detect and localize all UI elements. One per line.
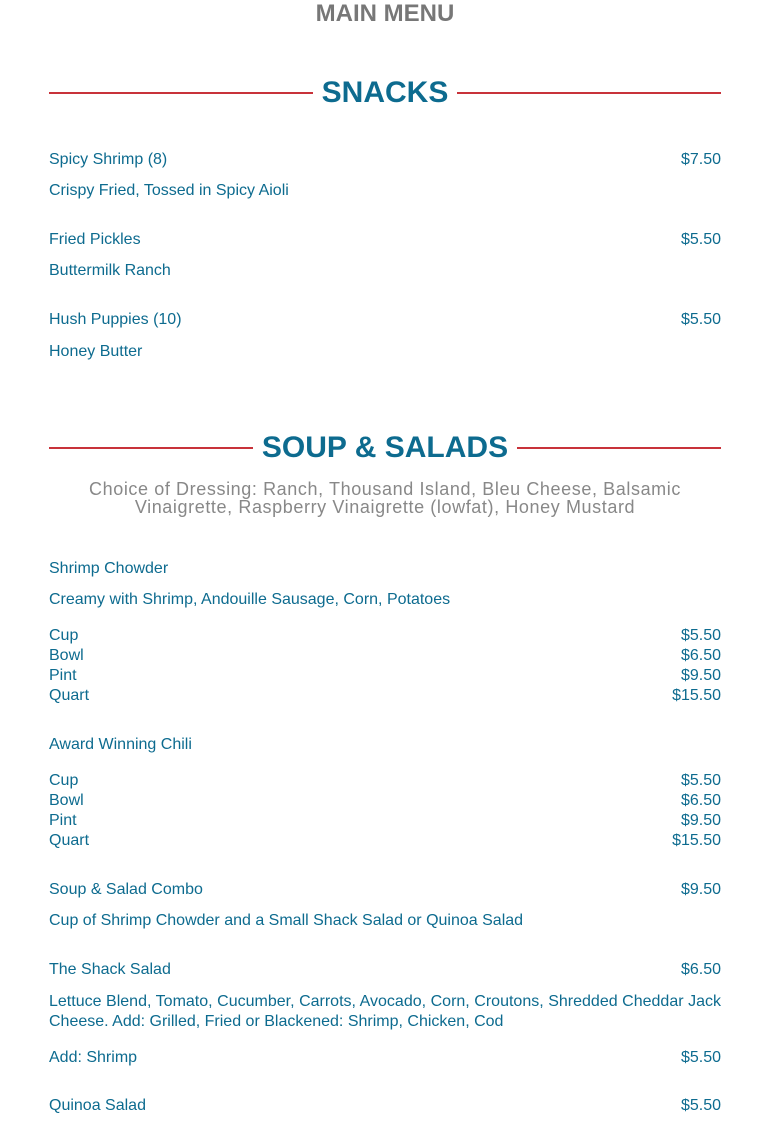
size-price: $9.50 — [680, 667, 721, 684]
menu-item — [49, 559, 721, 579]
size-price: $5.50 — [680, 627, 721, 644]
size-row — [49, 666, 721, 686]
item-description: Cup of Shrimp Chowder and a Small Shack Salad or Quinoa Salad — [49, 912, 524, 929]
size-row — [49, 791, 721, 811]
item-price: $9.50 — [680, 881, 721, 898]
divider-right — [517, 447, 721, 449]
size-label: Quart — [49, 687, 90, 704]
snacks-header — [49, 75, 721, 111]
menu-item — [49, 735, 721, 755]
size-row — [49, 811, 721, 831]
size-row — [49, 831, 721, 851]
soups-title: SOUP & SALADS — [261, 431, 509, 464]
menu-item — [49, 230, 721, 250]
size-price: $6.50 — [680, 792, 721, 809]
menu-item — [49, 1096, 721, 1116]
size-price: $15.50 — [672, 832, 721, 849]
menu-item — [49, 310, 721, 330]
item-price: $6.50 — [680, 961, 721, 978]
addon-label: Add: Shrimp — [49, 1049, 138, 1066]
size-label: Pint — [49, 812, 77, 829]
item-name: The Shack Salad — [49, 961, 171, 978]
item-description: Crispy Fried, Tossed in Spicy Aioli — [49, 182, 289, 199]
item-name: Spicy Shrimp (8) — [49, 151, 168, 168]
size-price: $6.50 — [680, 647, 721, 664]
menu-item — [49, 880, 721, 900]
item-price: $5.50 — [680, 231, 721, 248]
item-price: $5.50 — [680, 311, 721, 328]
menu-title: MAIN MENU — [315, 0, 455, 27]
size-price: $5.50 — [680, 772, 721, 789]
item-name: Fried Pickles — [49, 231, 141, 248]
item-name: Hush Puppies (10) — [49, 311, 182, 328]
divider-left — [49, 447, 253, 449]
menu-item — [49, 960, 721, 980]
size-label: Cup — [49, 772, 79, 789]
size-row — [49, 646, 721, 666]
menu-item — [49, 150, 721, 170]
size-label: Pint — [49, 667, 77, 684]
item-name: Award Winning Chili — [49, 736, 192, 753]
item-name: Shrimp Chowder — [49, 560, 169, 577]
dressing-note: Choice of Dressing: Ranch, Thousand Island, Bleu Cheese, Balsamic Vinaigrette, Raspberry Vinaigrette (lowfat), Honey Mustard — [89, 479, 681, 517]
addon-price: $5.50 — [680, 1049, 721, 1066]
item-description: Honey Butter — [49, 343, 143, 360]
item-description: Creamy with Shrimp, Andouille Sausage, Corn, Potatoes — [49, 591, 451, 608]
item-name: Quinoa Salad — [49, 1097, 146, 1114]
size-price: $15.50 — [672, 687, 721, 704]
size-row — [49, 626, 721, 646]
size-row — [49, 686, 721, 706]
item-name: Soup & Salad Combo — [49, 881, 203, 898]
size-label: Bowl — [49, 647, 84, 664]
divider-left — [49, 92, 313, 94]
item-price: $5.50 — [680, 1097, 721, 1114]
soups-header — [49, 430, 721, 466]
divider-right — [457, 92, 721, 94]
snacks-title: SNACKS — [321, 76, 449, 109]
size-price: $9.50 — [680, 812, 721, 829]
size-label: Quart — [49, 832, 90, 849]
size-row — [49, 771, 721, 791]
item-description: Buttermilk Ranch — [49, 262, 171, 279]
size-label: Cup — [49, 627, 79, 644]
item-price: $7.50 — [680, 151, 721, 168]
item-description: Lettuce Blend, Tomato, Cucumber, Carrots, Avocado, Corn, Croutons, Shredded Cheddar Jack Cheese. Add: Grilled, Fried or Blackened: Shrimp, Chicken, Cod — [49, 993, 721, 1030]
size-label: Bowl — [49, 792, 84, 809]
addon-row — [49, 1048, 721, 1068]
